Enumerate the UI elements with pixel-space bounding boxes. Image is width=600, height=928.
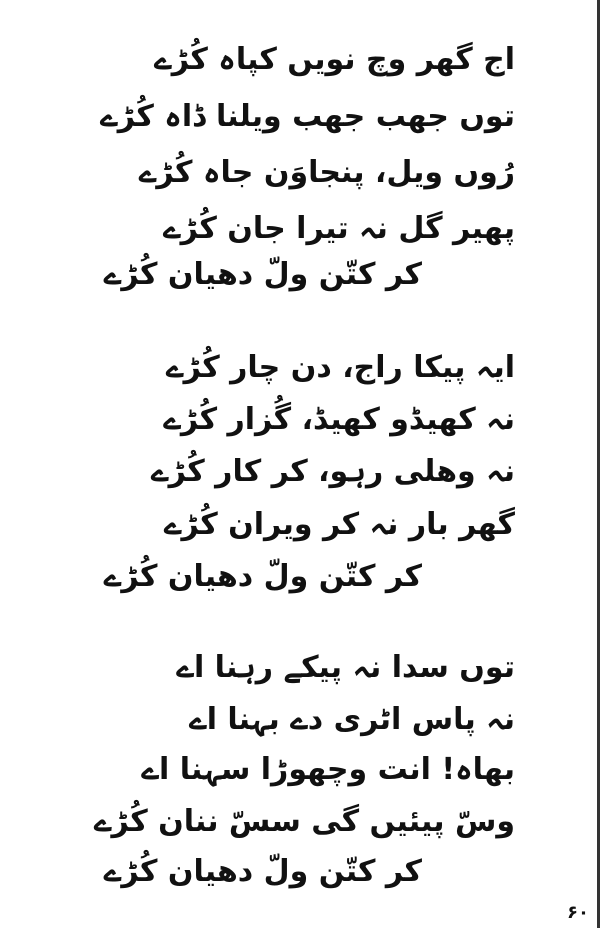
stanza3-line4: وسّ پیئیں گی سسّ ننان کُڑے (93, 804, 515, 839)
stanza3-line2: نہ پاس اٹری دے بہنا اے (189, 702, 515, 737)
stanza2-refrain: کر کتّن ولّ دھیان کُڑے (103, 559, 422, 594)
stanza1-line3: رُوں ویل، پنجاوَن جاہ کُڑے (138, 155, 515, 190)
stanza2-line4: گھر بار نہ کر ویران کُڑے (163, 507, 515, 542)
stanza1-line1: اج گھر وچ نویں کپاہ کُڑے (154, 42, 515, 77)
stanza2-line2: نہ کھیڈو کھیڈ، گُزار کُڑے (163, 402, 515, 437)
stanza3-line3: بھاہ! انت وچھوڑا سہنا اے (141, 752, 515, 787)
page-number: ۶۰ (567, 902, 589, 923)
stanza2-line3: نہ وھلی رہو، کر کار کُڑے (151, 454, 515, 489)
stanza1-line4: پھیر گل نہ تیرا جان کُڑے (163, 211, 515, 246)
stanza3-refrain: کر کتّن ولّ دھیان کُڑے (103, 854, 422, 889)
stanza1-refrain: کر کتّن ولّ دھیان کُڑے (103, 257, 422, 292)
stanza3-line1: توں سدا نہ پیکے رہنا اے (176, 650, 515, 685)
stanza2-line1: ایہ پیکا راج، دن چار کُڑے (166, 350, 515, 385)
stanza1-line2: توں جھب جھب ویلنا ڈاہ کُڑے (100, 99, 515, 134)
